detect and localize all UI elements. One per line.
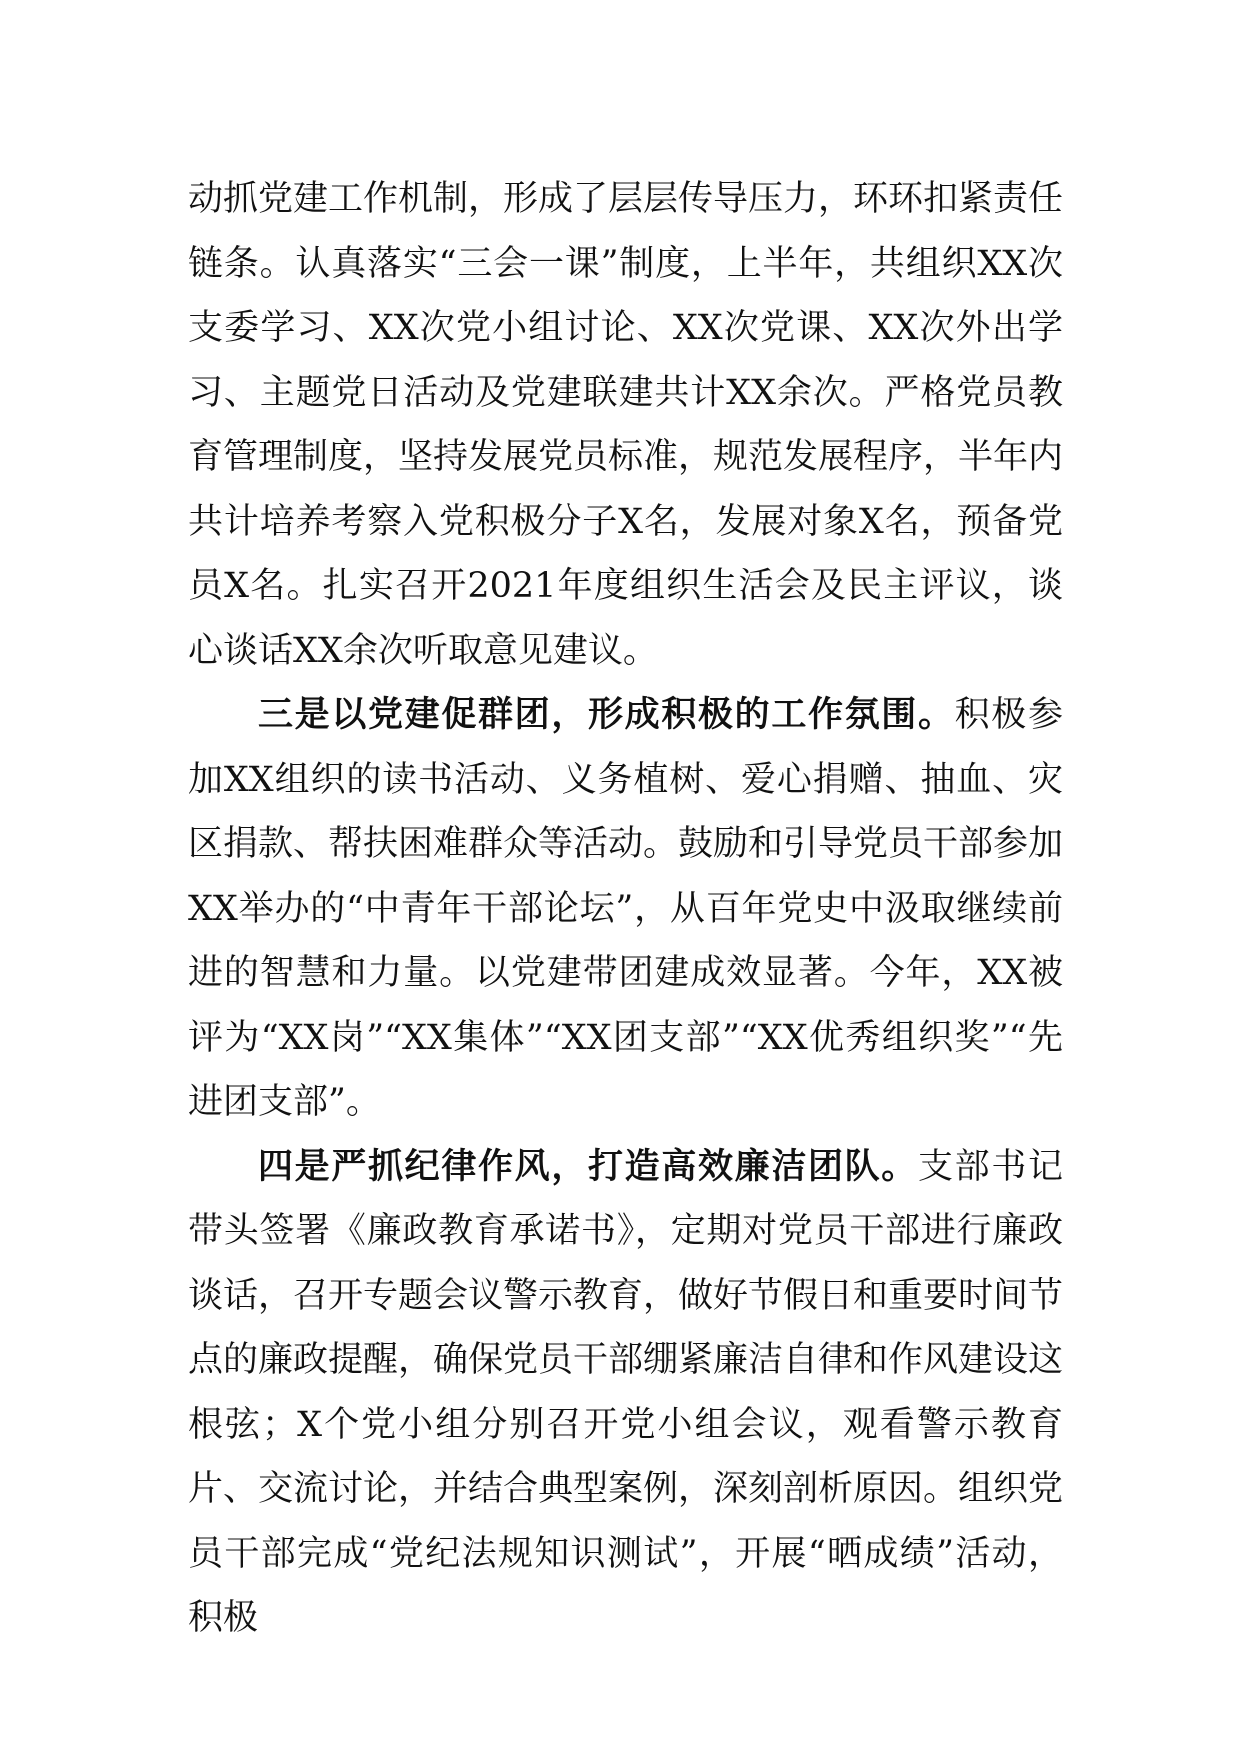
document-body xyxy=(188,167,1063,1651)
paragraph-text: 动抓党建工作机制，形成了层层传导压力，环环扣紧责任链条。认真落实“三会一课”制度，上半年，共组织XX次支委学习、XX次党小组讨论、XX次党课、XX次外出学习、主题党日活动及党建联建共计XX余次。严格党员教育管理制度，坚持发展党员标准，规范发展程序，半年内共计培养考察入党积极分子X名，发展对象X名，预备党员X名。扎实召开2021年度组织生活会及民主评议，谈心谈话XX余次听取意见建议。 xyxy=(188,179,1064,671)
paragraph-discipline-style xyxy=(188,1135,1063,1651)
paragraph-text: 支部书记带头签署《廉政教育承诺书》，定期对党员干部进行廉政谈话，召开专题会议警示教育，做好节假日和重要时间节点的廉政提醒，确保党员干部绷紧廉洁自律和作风建设这根弦；X个党小组分别召开党小组会议，观看警示教育片、交流讨论，并结合典型案例，深刻剖析原因。组织党员干部完成“党纪法规知识测试”，开展“晒成绩”活动，积极 xyxy=(188,1146,1064,1638)
paragraph-party-building-mechanism xyxy=(188,167,1063,683)
paragraph-text: 积极参加XX组织的读书活动、义务植树、爱心捐赠、抽血、灾区捐款、帮扶困难群众等活动。鼓励和引导党员干部参加XX举办的“中青年干部论坛”，从百年党史中汲取继续前进的智慧和力量。以党建带团建成效显著。今年，XX被评为“XX岗”“XX集体”“XX团支部”“XX优秀组织奖”“先进团支部”。 xyxy=(188,695,1064,1122)
paragraph-heading: 四是严抓纪律作风，打造高效廉洁团队。 xyxy=(258,1146,918,1187)
paragraph-mass-organizations xyxy=(188,683,1063,1135)
paragraph-heading: 三是以党建促群团，形成积极的工作氛围。 xyxy=(258,695,955,735)
